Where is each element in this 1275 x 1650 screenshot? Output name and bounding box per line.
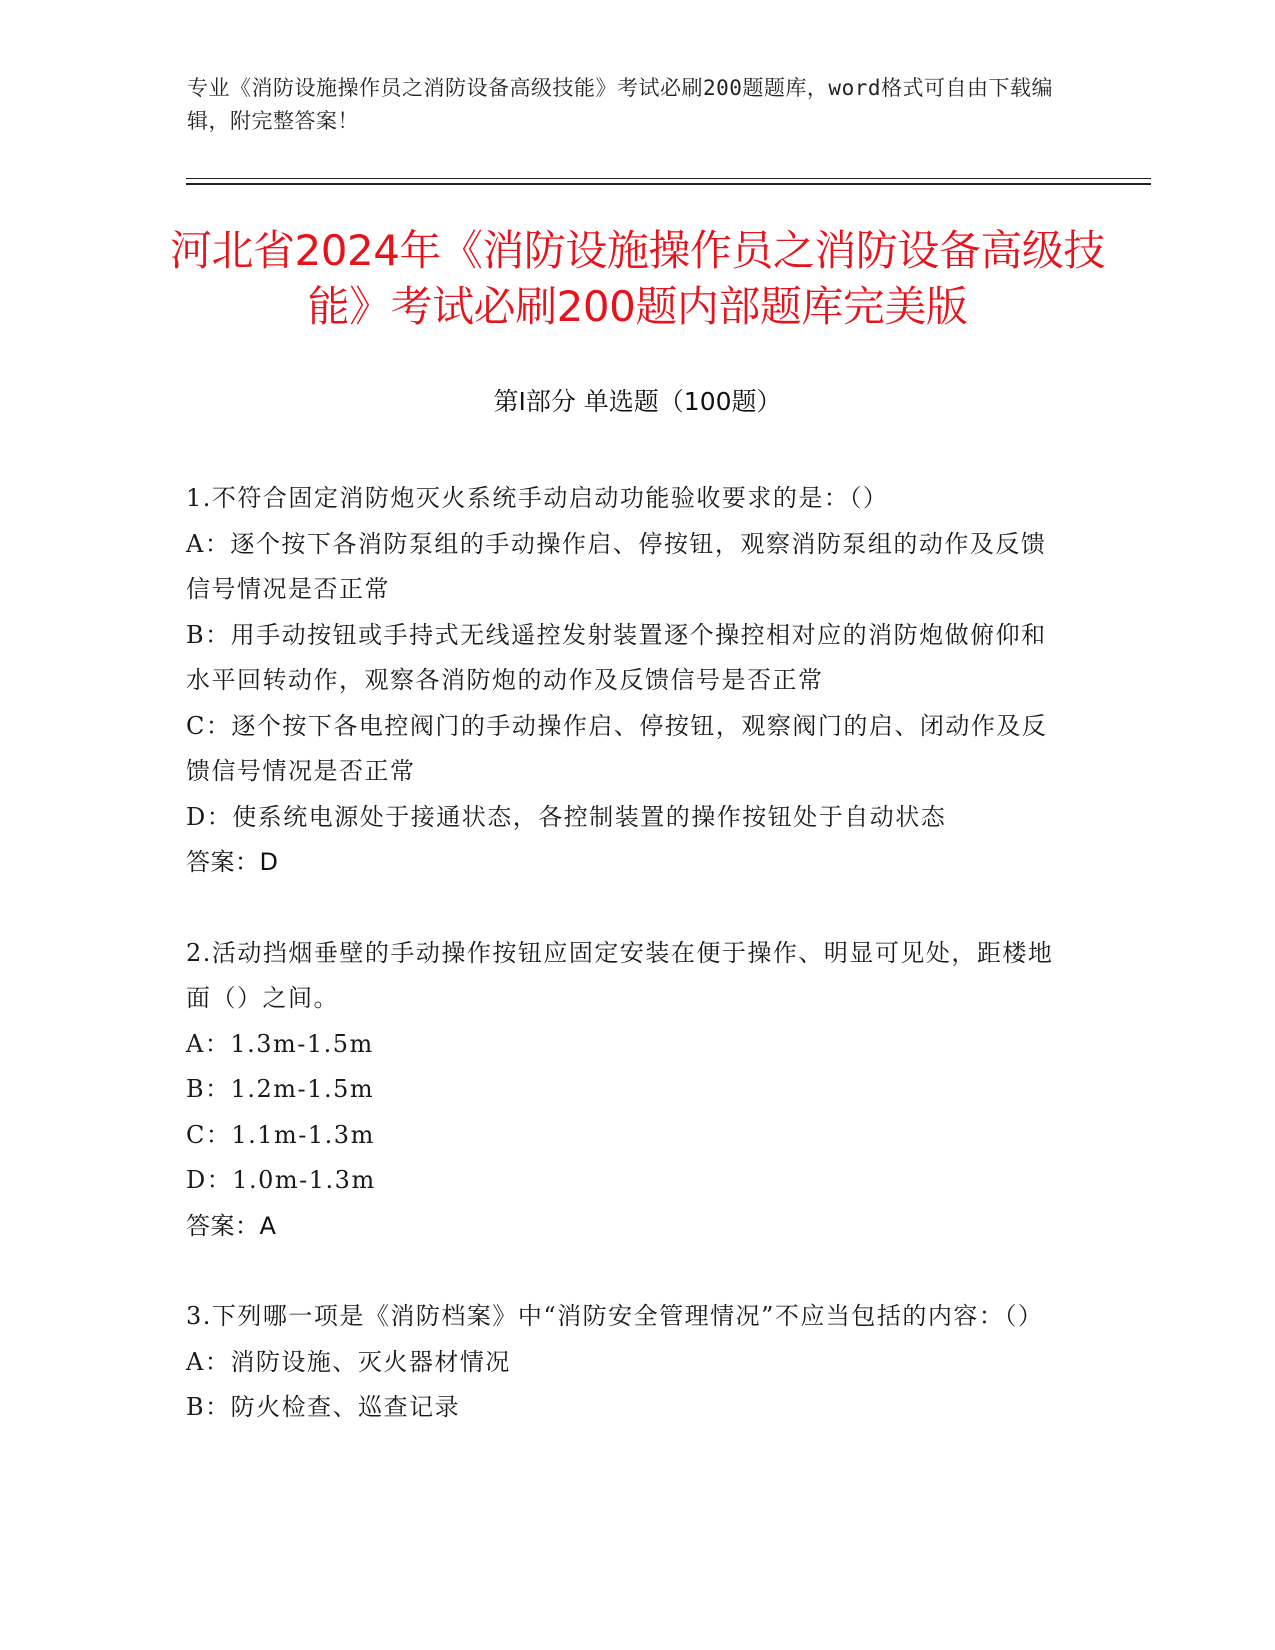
question-stem: 3.下列哪一项是《消防档案》中“消防安全管理情况”不应当包括的内容：（） [186, 1302, 1044, 1330]
question-item [186, 476, 1066, 886]
question-list [186, 476, 1066, 1476]
header-divider-bold [186, 183, 1151, 185]
question-item [186, 1294, 1066, 1431]
answer-label: 答案：A [186, 1211, 277, 1240]
option-c: C：逐个按下各电控阀门的手动操作启、停按钮，观察阀门的启、闭动作及反馈信号情况是否正常 [186, 711, 1048, 785]
header-divider [186, 178, 1151, 179]
section-heading: 第Ⅰ部分 单选题（100题） [493, 387, 782, 416]
option-b: B：防火检查、巡查记录 [186, 1393, 461, 1421]
question-item [186, 931, 1066, 1250]
option-d: D：使系统电源处于接通状态，各控制装置的操作按钮处于自动状态 [186, 802, 947, 831]
option-a: A：消防设施、灭火器材情况 [186, 1347, 511, 1376]
option-b: B：用手动按钮或手持式无线遥控发射装置逐个操控相对应的消防炮做俯仰和水平回转动作，观察各消防炮的动作及反馈信号是否正常 [186, 620, 1047, 694]
question-stem: 2.活动挡烟垂壁的手动操作按钮应固定安装在便于操作、明显可见处，距楼地面（）之间。 [186, 938, 1054, 1012]
answer-label: 答案：D [186, 848, 279, 876]
question-stem: 1.不符合固定消防炮灭火系统手动启动功能验收要求的是：（） [186, 484, 889, 512]
header-note: 专业《消防设施操作员之消防设备高级技能》考试必刷200题题库，word格式可自由下载编辑，附完整答案！ [187, 76, 1053, 133]
document-title: 河北省2024年《消防设施操作员之消防设备高级技能》考试必刷200题内部题库完美版 [170, 226, 1105, 331]
option-c: C：1.1m-1.3m [186, 1120, 375, 1149]
option-a: A：1.3m-1.5m [186, 1029, 374, 1058]
option-d: D：1.0m-1.3m [186, 1166, 376, 1194]
option-b: B：1.2m-1.5m [186, 1075, 375, 1103]
option-a: A：逐个按下各消防泵组的手动操作启、停按钮，观察消防泵组的动作及反馈信号情况是否正常 [186, 529, 1047, 603]
